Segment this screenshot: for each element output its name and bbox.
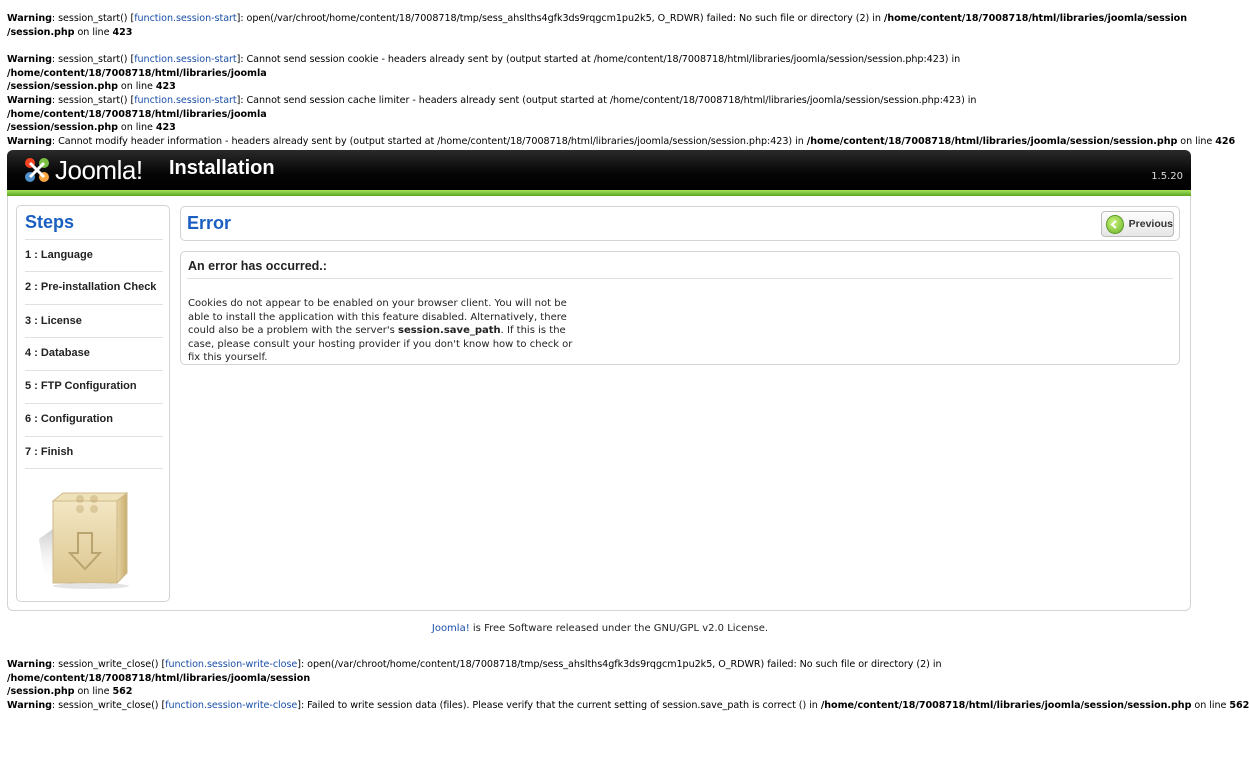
installer-header bbox=[7, 150, 1191, 190]
warning-text: : session_write_close() [ bbox=[51, 659, 166, 670]
error-text-bold: session.save_path bbox=[398, 325, 501, 337]
php-warning bbox=[7, 12, 1193, 39]
step-pre-installation-check: 2 : Pre-installation Check bbox=[25, 281, 157, 293]
warning-label: Warning bbox=[7, 54, 52, 65]
warning-path: /home/content/18/7008718/html/libraries/joomla/session/session.php bbox=[806, 136, 1178, 147]
divider bbox=[25, 239, 163, 240]
error-title: Error bbox=[187, 213, 232, 233]
warning-doc-link[interactable]: function.session-start bbox=[134, 13, 237, 24]
warning-label: Warning bbox=[7, 13, 52, 24]
warning-online: on line bbox=[1177, 136, 1216, 147]
installer-main bbox=[7, 196, 1191, 611]
warning-label: Warning bbox=[7, 95, 52, 106]
step-license: 3 : License bbox=[25, 315, 82, 327]
step-ftp-configuration: 5 : FTP Configuration bbox=[25, 380, 137, 392]
warning-online: on line bbox=[117, 81, 156, 92]
divider bbox=[25, 370, 163, 371]
warning-online: on line bbox=[117, 122, 156, 133]
warning-doc-link[interactable]: function.session-start bbox=[134, 95, 237, 106]
install-box-icon bbox=[39, 489, 139, 589]
warning-path: /home/content/18/7008718/html/libraries/joomla /session/session.php bbox=[7, 108, 267, 133]
warning-doc-link[interactable]: function.session-write-close bbox=[165, 659, 298, 670]
warning-line-number: 423 bbox=[155, 122, 176, 133]
warning-line-number: 562 bbox=[112, 686, 133, 697]
warning-text: : session_start() [ bbox=[51, 95, 135, 106]
divider bbox=[25, 271, 163, 272]
error-text: Cookies do not appear to be enabled on your browser client. You will not be able to install the application with this feature disabled. Alternatively, there could also be a problem with the server's bbox=[188, 298, 567, 337]
step-finish: 7 : Finish bbox=[25, 446, 74, 458]
warning-path: /home/content/18/7008718/html/libraries/joomla/session/session.php bbox=[820, 700, 1192, 711]
divider bbox=[25, 436, 163, 437]
warning-text: ]: Cannot send session cache limiter - headers already sent (output started at /home/content/18/7008718/html/libraries/joomla/session/session.php:423) in bbox=[236, 95, 977, 106]
warning-line-number: 562 bbox=[1229, 700, 1249, 711]
error-header-box bbox=[180, 206, 1180, 241]
joomla-logo bbox=[22, 154, 143, 186]
warning-text: : Cannot modify header information - headers already sent by (output started at /home/content/18/7008718/html/libraries/joomla/session/session.php:423) in bbox=[51, 136, 807, 147]
divider bbox=[25, 304, 163, 305]
error-message-box bbox=[180, 251, 1180, 365]
warning-text: ]: open(/var/chroot/home/content/18/7008718/tmp/sess_ahslths4gfk3ds9rqgcm1pu2k5, O_RDWR) failed: No such file or directory (2) in bbox=[297, 659, 942, 670]
joomla-logo-icon bbox=[22, 155, 52, 185]
step-language: 1 : Language bbox=[25, 249, 93, 261]
content-area bbox=[180, 206, 1180, 606]
php-warning bbox=[7, 699, 1249, 713]
php-warning bbox=[7, 53, 1193, 94]
warning-online: on line bbox=[74, 686, 113, 697]
footer bbox=[0, 623, 1200, 634]
previous-button-label: Previous bbox=[1128, 218, 1173, 230]
page-title: Installation bbox=[169, 157, 275, 179]
warning-path: /home/content/18/7008718/html/libraries/joomla/session /session.php bbox=[7, 13, 1188, 38]
previous-button[interactable] bbox=[1101, 211, 1174, 237]
warning-text: : session_write_close() [ bbox=[51, 700, 166, 711]
warning-text: ]: open(/var/chroot/home/content/18/7008718/tmp/sess_ahslths4gfk3ds9rqgcm1pu2k5, O_RDWR) failed: No such file or directory (2) in bbox=[236, 13, 884, 24]
warning-text: ]: Cannot send session cookie - headers already sent by (output started at /home/content/18/7008718/html/libraries/joomla/session/session.php:423) in bbox=[236, 54, 961, 65]
divider bbox=[25, 468, 163, 469]
error-heading: An error has occurred.: bbox=[188, 259, 327, 273]
warning-online: on line bbox=[1191, 700, 1230, 711]
warning-text: : session_start() [ bbox=[51, 54, 135, 65]
step-configuration: 6 : Configuration bbox=[25, 413, 113, 425]
warning-label: Warning bbox=[7, 659, 52, 670]
steps-panel bbox=[16, 205, 170, 602]
warning-path: /home/content/18/7008718/html/libraries/joomla/session /session.php bbox=[7, 672, 311, 697]
php-warning bbox=[7, 135, 1236, 149]
steps-title: Steps bbox=[25, 212, 75, 232]
joomla-link[interactable]: Joomla! bbox=[431, 623, 470, 634]
step-database: 4 : Database bbox=[25, 347, 90, 359]
footer-text: is Free Software released under the GNU/GPL v2.0 License. bbox=[469, 623, 769, 634]
error-message bbox=[188, 297, 578, 365]
warning-online: on line bbox=[74, 26, 113, 38]
warning-line-number: 423 bbox=[112, 26, 133, 38]
warning-path: /home/content/18/7008718/html/libraries/joomla /session/session.php bbox=[7, 67, 267, 92]
warning-label: Warning bbox=[7, 700, 52, 711]
warning-line-number: 423 bbox=[155, 81, 176, 92]
php-warning bbox=[7, 658, 1193, 699]
divider bbox=[25, 403, 163, 404]
warning-doc-link[interactable]: function.session-write-close bbox=[165, 700, 298, 711]
warning-text: ]: Failed to write session data (files). Please verify that the current setting of session.save_path is correct () in bbox=[297, 700, 821, 711]
divider bbox=[25, 337, 163, 338]
error-text: . If this is the case, please consult your hosting provider if you don't know how to check or fix this yourself. bbox=[188, 325, 573, 364]
version-number: 1.5.20 bbox=[1151, 171, 1183, 182]
warning-line-number: 426 bbox=[1215, 136, 1236, 147]
previous-arrow-icon bbox=[1106, 215, 1124, 234]
divider bbox=[187, 278, 1173, 279]
warning-text: : session_start() [ bbox=[51, 13, 135, 24]
warning-label: Warning bbox=[7, 136, 52, 147]
php-warning bbox=[7, 94, 1193, 135]
warning-doc-link[interactable]: function.session-start bbox=[134, 54, 237, 65]
joomla-logo-text: Joomla! bbox=[55, 154, 143, 185]
